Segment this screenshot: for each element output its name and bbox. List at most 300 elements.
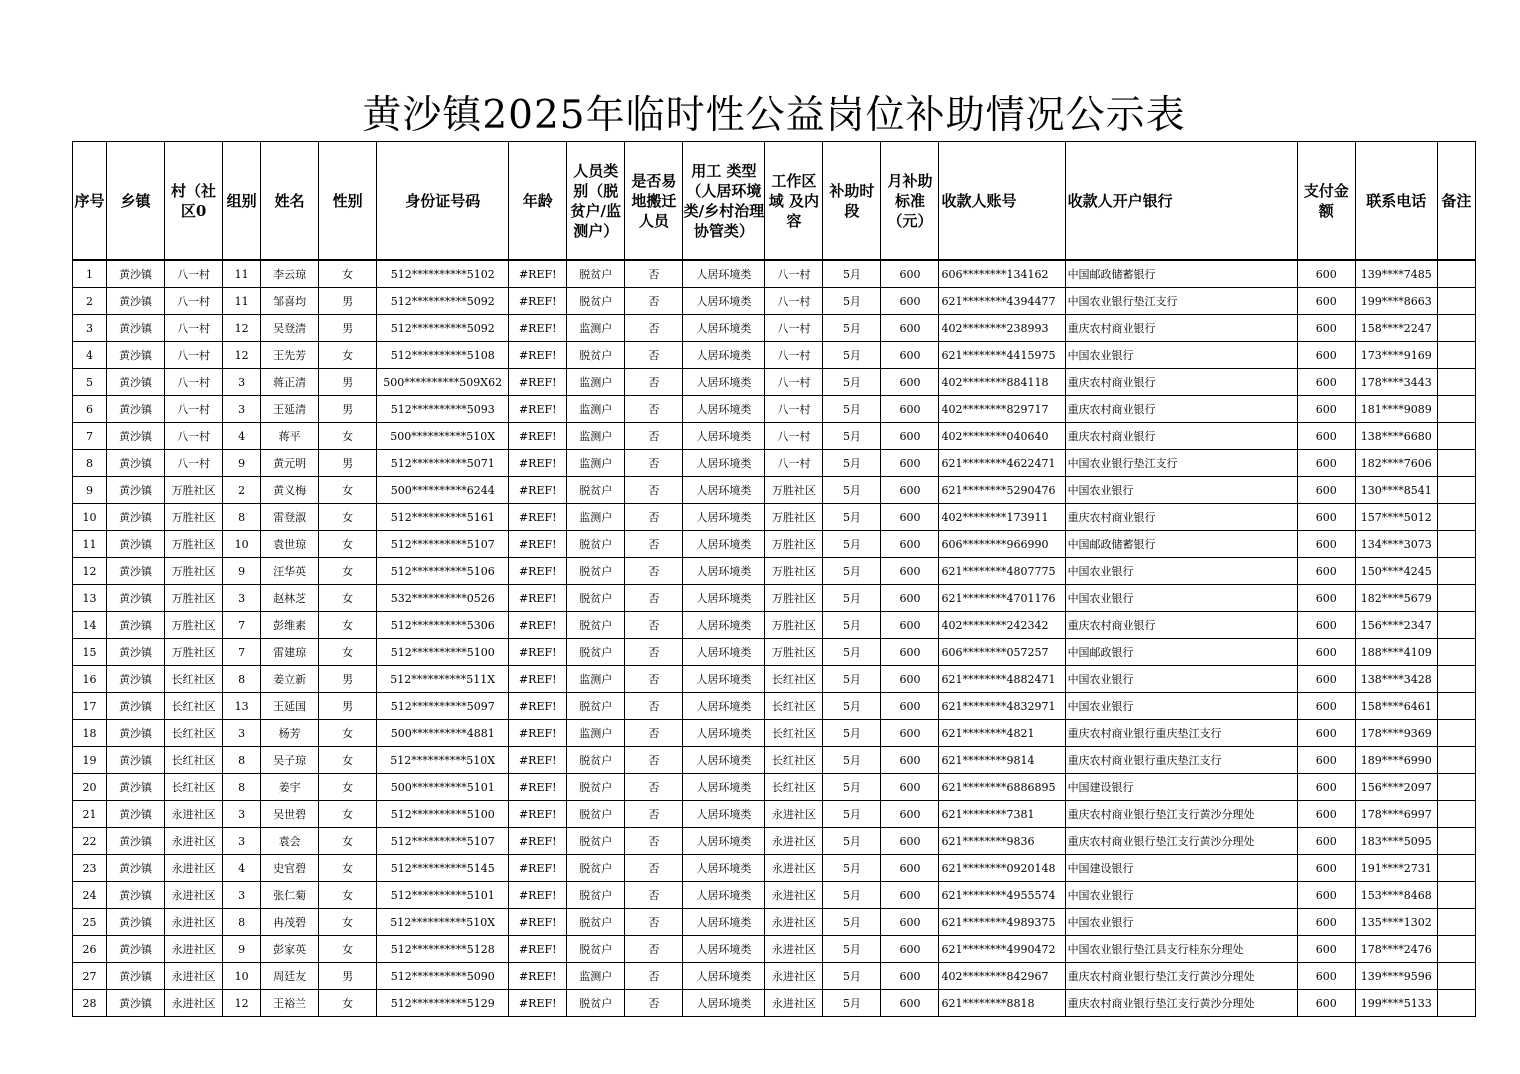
cell-id-number: 512**********511X <box>377 666 509 693</box>
cell-gender: 女 <box>319 585 377 612</box>
cell-monthly-standard: 600 <box>881 450 939 477</box>
cell-name: 姜立新 <box>261 666 319 693</box>
cell-period: 5月 <box>823 720 881 747</box>
cell-town: 黄沙镇 <box>107 747 165 774</box>
cell-payment: 600 <box>1297 666 1355 693</box>
table-row <box>73 423 1476 450</box>
cell-person-category: 监测户 <box>567 963 625 990</box>
cell-gender: 男 <box>319 315 377 342</box>
cell-relocation: 否 <box>625 990 683 1017</box>
cell-remarks <box>1437 558 1475 585</box>
cell-work-area: 万胜社区 <box>765 585 823 612</box>
cell-group: 3 <box>223 801 261 828</box>
header-id-number: 身份证号码 <box>377 142 509 260</box>
cell-monthly-standard: 600 <box>881 747 939 774</box>
cell-group: 13 <box>223 693 261 720</box>
header-relocation: 是否易地搬迁人员 <box>625 142 683 260</box>
cell-payment: 600 <box>1297 585 1355 612</box>
cell-period: 5月 <box>823 558 881 585</box>
cell-period: 5月 <box>823 747 881 774</box>
cell-age: #REF! <box>509 828 567 855</box>
cell-work-area: 长红社区 <box>765 774 823 801</box>
cell-age: #REF! <box>509 801 567 828</box>
cell-age: #REF! <box>509 315 567 342</box>
cell-relocation: 否 <box>625 855 683 882</box>
cell-work-area: 万胜社区 <box>765 612 823 639</box>
cell-village: 万胜社区 <box>165 558 223 585</box>
cell-person-category: 监测户 <box>567 666 625 693</box>
cell-gender: 女 <box>319 990 377 1017</box>
table-row <box>73 531 1476 558</box>
cell-group: 8 <box>223 666 261 693</box>
cell-town: 黄沙镇 <box>107 369 165 396</box>
cell-employment-type: 人居环境类 <box>683 396 765 423</box>
header-name: 姓名 <box>261 142 319 260</box>
cell-village: 八一村 <box>165 261 223 288</box>
cell-payment: 600 <box>1297 315 1355 342</box>
cell-age: #REF! <box>509 855 567 882</box>
cell-seq: 14 <box>73 612 107 639</box>
cell-phone: 178****2476 <box>1355 936 1437 963</box>
cell-bank: 中国农业银行垫江县支行桂东分理处 <box>1065 936 1297 963</box>
cell-name: 王先芳 <box>261 342 319 369</box>
header-age: 年龄 <box>509 142 567 260</box>
cell-period: 5月 <box>823 504 881 531</box>
cell-gender: 男 <box>319 963 377 990</box>
cell-bank: 中国邮政银行 <box>1065 639 1297 666</box>
cell-monthly-standard: 600 <box>881 612 939 639</box>
cell-seq: 19 <box>73 747 107 774</box>
cell-remarks <box>1437 639 1475 666</box>
cell-person-category: 脱贫户 <box>567 801 625 828</box>
cell-payment: 600 <box>1297 423 1355 450</box>
cell-group: 12 <box>223 315 261 342</box>
cell-remarks <box>1437 450 1475 477</box>
cell-period: 5月 <box>823 396 881 423</box>
cell-seq: 2 <box>73 288 107 315</box>
cell-village: 长红社区 <box>165 747 223 774</box>
cell-person-category: 脱贫户 <box>567 882 625 909</box>
cell-village: 万胜社区 <box>165 639 223 666</box>
cell-bank: 重庆农村商业银行 <box>1065 315 1297 342</box>
cell-name: 张仁菊 <box>261 882 319 909</box>
cell-age: #REF! <box>509 693 567 720</box>
cell-relocation: 否 <box>625 423 683 450</box>
table-row <box>73 666 1476 693</box>
cell-period: 5月 <box>823 774 881 801</box>
cell-town: 黄沙镇 <box>107 666 165 693</box>
cell-seq: 7 <box>73 423 107 450</box>
cell-id-number: 500**********6244 <box>377 477 509 504</box>
cell-relocation: 否 <box>625 828 683 855</box>
cell-seq: 1 <box>73 261 107 288</box>
cell-account: 621********6886895 <box>939 774 1065 801</box>
cell-relocation: 否 <box>625 315 683 342</box>
cell-age: #REF! <box>509 450 567 477</box>
cell-village: 永进社区 <box>165 990 223 1017</box>
cell-phone: 199****8663 <box>1355 288 1437 315</box>
cell-remarks <box>1437 801 1475 828</box>
cell-gender: 女 <box>319 477 377 504</box>
cell-bank: 中国农业银行垫江支行 <box>1065 450 1297 477</box>
cell-village: 八一村 <box>165 450 223 477</box>
cell-remarks <box>1437 423 1475 450</box>
table-row <box>73 558 1476 585</box>
cell-name: 袁世琼 <box>261 531 319 558</box>
cell-group: 3 <box>223 720 261 747</box>
cell-payment: 600 <box>1297 990 1355 1017</box>
cell-seq: 21 <box>73 801 107 828</box>
cell-gender: 男 <box>319 450 377 477</box>
cell-age: #REF! <box>509 612 567 639</box>
cell-age: #REF! <box>509 342 567 369</box>
cell-remarks <box>1437 261 1475 288</box>
cell-relocation: 否 <box>625 720 683 747</box>
cell-group: 11 <box>223 288 261 315</box>
cell-town: 黄沙镇 <box>107 612 165 639</box>
cell-age: #REF! <box>509 936 567 963</box>
cell-phone: 134****3073 <box>1355 531 1437 558</box>
header-row <box>73 142 1476 260</box>
table-row <box>73 828 1476 855</box>
cell-age: #REF! <box>509 747 567 774</box>
cell-town: 黄沙镇 <box>107 936 165 963</box>
header-bank: 收款人开户银行 <box>1065 142 1297 260</box>
cell-account: 402********242342 <box>939 612 1065 639</box>
cell-work-area: 八一村 <box>765 261 823 288</box>
cell-monthly-standard: 600 <box>881 882 939 909</box>
cell-period: 5月 <box>823 801 881 828</box>
cell-seq: 26 <box>73 936 107 963</box>
cell-employment-type: 人居环境类 <box>683 801 765 828</box>
cell-account: 621********4807775 <box>939 558 1065 585</box>
table-row <box>73 585 1476 612</box>
cell-account: 402********173911 <box>939 504 1065 531</box>
table-header <box>73 142 1476 260</box>
cell-relocation: 否 <box>625 963 683 990</box>
cell-payment: 600 <box>1297 288 1355 315</box>
cell-payment: 600 <box>1297 396 1355 423</box>
cell-account: 621********9836 <box>939 828 1065 855</box>
cell-bank: 重庆农村商业银行 <box>1065 423 1297 450</box>
cell-age: #REF! <box>509 639 567 666</box>
cell-remarks <box>1437 909 1475 936</box>
cell-gender: 男 <box>319 396 377 423</box>
cell-group: 8 <box>223 774 261 801</box>
cell-village: 永进社区 <box>165 882 223 909</box>
cell-village: 长红社区 <box>165 774 223 801</box>
cell-employment-type: 人居环境类 <box>683 990 765 1017</box>
cell-name: 黄义梅 <box>261 477 319 504</box>
cell-employment-type: 人居环境类 <box>683 558 765 585</box>
cell-age: #REF! <box>509 882 567 909</box>
cell-bank: 重庆农村商业银行 <box>1065 369 1297 396</box>
cell-phone: 156****2097 <box>1355 774 1437 801</box>
cell-person-category: 脱贫户 <box>567 531 625 558</box>
cell-person-category: 脱贫户 <box>567 288 625 315</box>
cell-period: 5月 <box>823 342 881 369</box>
cell-phone: 156****2347 <box>1355 612 1437 639</box>
table-row <box>73 855 1476 882</box>
cell-seq: 5 <box>73 369 107 396</box>
cell-seq: 8 <box>73 450 107 477</box>
cell-seq: 24 <box>73 882 107 909</box>
cell-remarks <box>1437 504 1475 531</box>
cell-bank: 重庆农村商业银行 <box>1065 396 1297 423</box>
cell-gender: 女 <box>319 720 377 747</box>
table-row <box>73 882 1476 909</box>
table-row <box>73 990 1476 1017</box>
cell-id-number: 500**********5101 <box>377 774 509 801</box>
cell-group: 7 <box>223 612 261 639</box>
cell-seq: 17 <box>73 693 107 720</box>
cell-id-number: 512**********5128 <box>377 936 509 963</box>
cell-id-number: 512**********510X <box>377 909 509 936</box>
cell-person-category: 脱贫户 <box>567 558 625 585</box>
cell-bank: 中国农业银行 <box>1065 693 1297 720</box>
cell-gender: 女 <box>319 531 377 558</box>
cell-employment-type: 人居环境类 <box>683 720 765 747</box>
cell-employment-type: 人居环境类 <box>683 261 765 288</box>
table-row <box>73 450 1476 477</box>
cell-id-number: 512**********5107 <box>377 828 509 855</box>
cell-work-area: 万胜社区 <box>765 504 823 531</box>
cell-age: #REF! <box>509 288 567 315</box>
cell-period: 5月 <box>823 990 881 1017</box>
cell-payment: 600 <box>1297 369 1355 396</box>
cell-age: #REF! <box>509 963 567 990</box>
cell-id-number: 512**********510X <box>377 747 509 774</box>
cell-village: 万胜社区 <box>165 477 223 504</box>
cell-monthly-standard: 600 <box>881 504 939 531</box>
header-employment-type: 用工 类型（人居环境类/乡村治理协管类） <box>683 142 765 260</box>
cell-phone: 139****7485 <box>1355 261 1437 288</box>
cell-phone: 191****2731 <box>1355 855 1437 882</box>
cell-relocation: 否 <box>625 450 683 477</box>
cell-group: 9 <box>223 558 261 585</box>
table-row <box>73 261 1476 288</box>
cell-monthly-standard: 600 <box>881 828 939 855</box>
cell-town: 黄沙镇 <box>107 450 165 477</box>
cell-employment-type: 人居环境类 <box>683 423 765 450</box>
cell-payment: 600 <box>1297 612 1355 639</box>
table-row <box>73 801 1476 828</box>
cell-bank: 重庆农村商业银行垫江支行黄沙分理处 <box>1065 990 1297 1017</box>
cell-remarks <box>1437 666 1475 693</box>
cell-person-category: 监测户 <box>567 369 625 396</box>
cell-account: 621********4990472 <box>939 936 1065 963</box>
cell-employment-type: 人居环境类 <box>683 342 765 369</box>
cell-employment-type: 人居环境类 <box>683 288 765 315</box>
cell-remarks <box>1437 882 1475 909</box>
cell-id-number: 512**********5102 <box>377 261 509 288</box>
cell-employment-type: 人居环境类 <box>683 774 765 801</box>
cell-period: 5月 <box>823 369 881 396</box>
cell-id-number: 512**********5097 <box>377 693 509 720</box>
cell-phone: 182****7606 <box>1355 450 1437 477</box>
cell-village: 永进社区 <box>165 828 223 855</box>
cell-seq: 12 <box>73 558 107 585</box>
cell-id-number: 512**********5100 <box>377 801 509 828</box>
cell-monthly-standard: 600 <box>881 423 939 450</box>
cell-bank: 中国建设银行 <box>1065 855 1297 882</box>
cell-phone: 182****5679 <box>1355 585 1437 612</box>
header-phone: 联系电话 <box>1355 142 1437 260</box>
cell-seq: 9 <box>73 477 107 504</box>
cell-person-category: 脱贫户 <box>567 936 625 963</box>
cell-monthly-standard: 600 <box>881 909 939 936</box>
cell-town: 黄沙镇 <box>107 909 165 936</box>
cell-payment: 600 <box>1297 504 1355 531</box>
table-row <box>73 720 1476 747</box>
cell-remarks <box>1437 288 1475 315</box>
header-person-category: 人员类别（脱贫户/监测户） <box>567 142 625 260</box>
cell-village: 万胜社区 <box>165 531 223 558</box>
cell-payment: 600 <box>1297 963 1355 990</box>
cell-person-category: 脱贫户 <box>567 261 625 288</box>
cell-phone: 158****2247 <box>1355 315 1437 342</box>
cell-remarks <box>1437 342 1475 369</box>
cell-period: 5月 <box>823 639 881 666</box>
header-seq: 序号 <box>73 142 107 260</box>
cell-group: 9 <box>223 450 261 477</box>
cell-id-number: 512**********5161 <box>377 504 509 531</box>
cell-monthly-standard: 600 <box>881 585 939 612</box>
header-group: 组别 <box>223 142 261 260</box>
cell-period: 5月 <box>823 666 881 693</box>
cell-period: 5月 <box>823 909 881 936</box>
table-row <box>73 774 1476 801</box>
cell-village: 八一村 <box>165 423 223 450</box>
cell-id-number: 512**********5106 <box>377 558 509 585</box>
table-row <box>73 693 1476 720</box>
cell-period: 5月 <box>823 936 881 963</box>
cell-remarks <box>1437 747 1475 774</box>
cell-person-category: 监测户 <box>567 423 625 450</box>
cell-relocation: 否 <box>625 747 683 774</box>
table-row <box>73 747 1476 774</box>
cell-group: 7 <box>223 639 261 666</box>
cell-id-number: 512**********5145 <box>377 855 509 882</box>
cell-gender: 女 <box>319 882 377 909</box>
header-village: 村（社区0 <box>165 142 223 260</box>
cell-payment: 600 <box>1297 909 1355 936</box>
cell-account: 606********134162 <box>939 261 1065 288</box>
cell-phone: 188****4109 <box>1355 639 1437 666</box>
cell-seq: 28 <box>73 990 107 1017</box>
cell-gender: 女 <box>319 774 377 801</box>
cell-town: 黄沙镇 <box>107 720 165 747</box>
cell-town: 黄沙镇 <box>107 801 165 828</box>
cell-seq: 4 <box>73 342 107 369</box>
cell-gender: 女 <box>319 261 377 288</box>
cell-seq: 18 <box>73 720 107 747</box>
cell-id-number: 512**********5129 <box>377 990 509 1017</box>
cell-group: 8 <box>223 747 261 774</box>
cell-name: 雷登淑 <box>261 504 319 531</box>
cell-village: 永进社区 <box>165 963 223 990</box>
cell-remarks <box>1437 477 1475 504</box>
cell-work-area: 长红社区 <box>765 720 823 747</box>
cell-period: 5月 <box>823 315 881 342</box>
cell-remarks <box>1437 315 1475 342</box>
cell-period: 5月 <box>823 288 881 315</box>
cell-monthly-standard: 600 <box>881 531 939 558</box>
cell-remarks <box>1437 693 1475 720</box>
cell-phone: 130****8541 <box>1355 477 1437 504</box>
cell-bank: 中国农业银行 <box>1065 558 1297 585</box>
cell-person-category: 脱贫户 <box>567 828 625 855</box>
cell-employment-type: 人居环境类 <box>683 963 765 990</box>
cell-person-category: 脱贫户 <box>567 477 625 504</box>
cell-account: 621********4415975 <box>939 342 1065 369</box>
cell-monthly-standard: 600 <box>881 477 939 504</box>
cell-village: 八一村 <box>165 369 223 396</box>
cell-employment-type: 人居环境类 <box>683 504 765 531</box>
cell-work-area: 万胜社区 <box>765 531 823 558</box>
cell-employment-type: 人居环境类 <box>683 828 765 855</box>
cell-name: 赵林芝 <box>261 585 319 612</box>
cell-name: 冉茂碧 <box>261 909 319 936</box>
cell-village: 长红社区 <box>165 666 223 693</box>
cell-town: 黄沙镇 <box>107 774 165 801</box>
cell-payment: 600 <box>1297 801 1355 828</box>
cell-phone: 138****6680 <box>1355 423 1437 450</box>
cell-payment: 600 <box>1297 531 1355 558</box>
cell-gender: 男 <box>319 369 377 396</box>
cell-employment-type: 人居环境类 <box>683 882 765 909</box>
cell-account: 621********4622471 <box>939 450 1065 477</box>
cell-name: 邹喜均 <box>261 288 319 315</box>
cell-phone: 178****3443 <box>1355 369 1437 396</box>
cell-village: 万胜社区 <box>165 612 223 639</box>
cell-age: #REF! <box>509 423 567 450</box>
cell-bank: 重庆农村商业银行 <box>1065 612 1297 639</box>
cell-bank: 重庆农村商业银行垫江支行黄沙分理处 <box>1065 963 1297 990</box>
cell-remarks <box>1437 531 1475 558</box>
cell-monthly-standard: 600 <box>881 666 939 693</box>
cell-employment-type: 人居环境类 <box>683 693 765 720</box>
cell-gender: 女 <box>319 747 377 774</box>
cell-name: 汪华英 <box>261 558 319 585</box>
cell-employment-type: 人居环境类 <box>683 585 765 612</box>
cell-group: 12 <box>223 990 261 1017</box>
cell-village: 长红社区 <box>165 693 223 720</box>
cell-bank: 中国农业银行垫江支行 <box>1065 288 1297 315</box>
cell-work-area: 八一村 <box>765 288 823 315</box>
cell-bank: 中国农业银行 <box>1065 666 1297 693</box>
cell-seq: 20 <box>73 774 107 801</box>
cell-town: 黄沙镇 <box>107 396 165 423</box>
cell-account: 621********4701176 <box>939 585 1065 612</box>
cell-relocation: 否 <box>625 261 683 288</box>
cell-age: #REF! <box>509 909 567 936</box>
cell-id-number: 512**********5092 <box>377 288 509 315</box>
table-row <box>73 936 1476 963</box>
cell-name: 李云琼 <box>261 261 319 288</box>
cell-phone: 158****6461 <box>1355 693 1437 720</box>
cell-account: 402********884118 <box>939 369 1065 396</box>
cell-relocation: 否 <box>625 909 683 936</box>
cell-gender: 女 <box>319 801 377 828</box>
table-row <box>73 342 1476 369</box>
cell-relocation: 否 <box>625 585 683 612</box>
cell-account: 402********040640 <box>939 423 1065 450</box>
cell-employment-type: 人居环境类 <box>683 477 765 504</box>
cell-period: 5月 <box>823 261 881 288</box>
cell-name: 姜宇 <box>261 774 319 801</box>
cell-name: 蒋平 <box>261 423 319 450</box>
